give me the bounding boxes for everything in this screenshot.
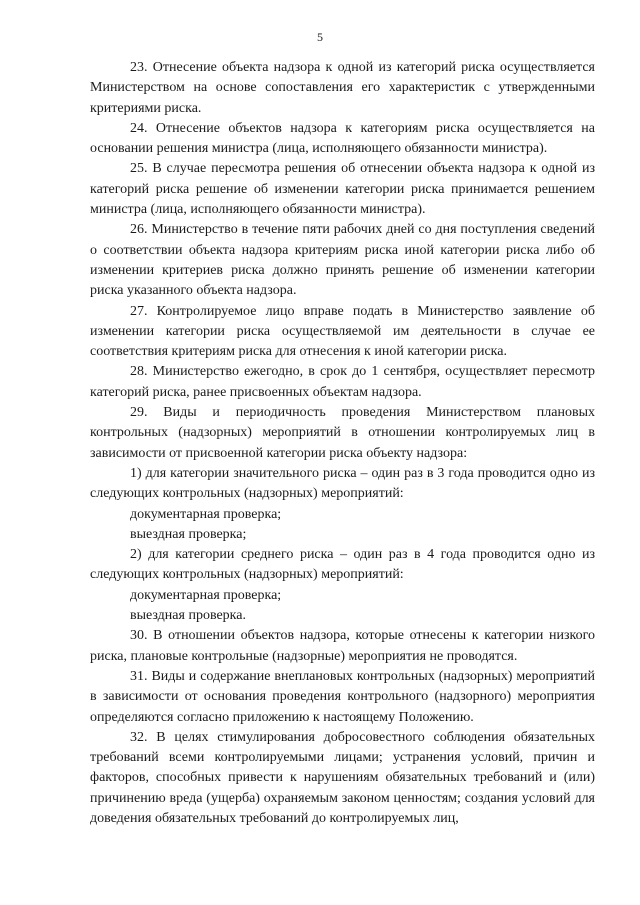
list-item-field-check-1: выездная проверка; [130,526,247,542]
paragraph-25: 25. В случае пересмотра решения об отнесении объекта надзора к одной из категорий риска решение об изменении категории риска принимается решением министра (лица, исполняющего обязанности министра). [90,161,595,218]
paragraph-32: 32. В целях стимулирования добросовестного соблюдения обязательных требований всеми контролируемыми лицами; устранения условий, причин и факторов, способных привести к нарушениям обязательных требований и (или) причинению вреда (ущерба) охраняемым законом ценностям; создания условий для доведения обязательных требований до контролируемых лиц, [90,729,595,826]
page-number: 5 [317,30,323,44]
paragraph-30: 30. В отношении объектов надзора, которые отнесены к категории низкого риска, плановые контрольные (надзорные) мероприятия не проводятся. [90,628,595,664]
paragraph-28: 28. Министерство ежегодно, в срок до 1 сентября, осуществляет пересмотр категорий риска, ранее присвоенных объектам надзора. [90,364,595,400]
list-item-significant-risk: 1) для категории значительного риска – один раз в 3 года проводится одно из следующих контрольных (надзорных) мероприятий: [90,465,595,502]
list-item-field-check-2: выездная проверка. [130,608,246,624]
paragraph-27: 27. Контролируемое лицо вправе подать в Министерство заявление об изменении категории риска осуществляемой им деятельности в случае ее соответствия критериям риска для отнесения к иной категории риска. [90,303,595,360]
list-item-document-check-2: документарная проверка; [130,587,282,603]
paragraph-24: 24. Отнесение объектов надзора к категориям риска осуществляется на основании решения министра (лица, исполняющего обязанности министра). [90,120,595,157]
paragraph-26: 26. Министерство в течение пяти рабочих дней со дня поступления сведений о соответствии объекта надзора критериям риска иной категории риска либо об изменении критериев риска должно принять решение об изменении категории риска указанного объекта надзора. [90,222,595,299]
list-item-medium-risk: 2) для категории среднего риска – один раз в 4 года проводится одно из следующих контрольных (надзорных) мероприятий: [90,547,595,583]
paragraph-29: 29. Виды и периодичность проведения Министерством плановых контрольных (надзорных) мероприятий в отношении контролируемых лиц в зависимости от присвоенной категории риска объекту надзора: [90,405,595,461]
paragraph-31: 31. Виды и содержание внеплановых контрольных (надзорных) мероприятий в зависимости от основания проведения контрольного (надзорного) мероприятия определяются согласно приложению к настоящему Положению. [90,668,595,725]
document-body [90,58,595,829]
paragraph-23: 23. Отнесение объекта надзора к одной из категорий риска осуществляется Министерством на основе сопоставления его характеристик с утвержденными критериями риска. [90,60,595,116]
list-item-document-check-1: документарная проверка; [130,506,282,522]
